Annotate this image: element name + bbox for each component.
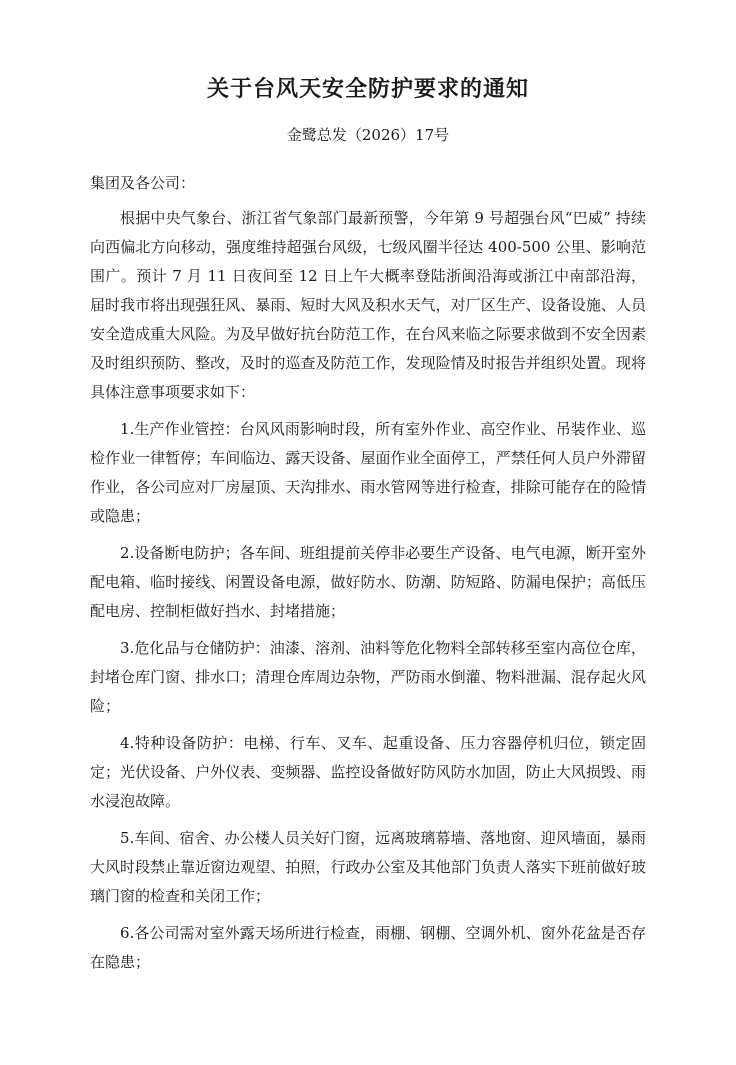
item-paragraph-1: 1.生产作业管控：台风风雨影响时段，所有室外作业、高空作业、吊装作业、巡检作业一律暂停；车间临边、露天设备、屋面作业全面停工，严禁任何人员户外滞留作业，各公司应对厂房屋顶、天沟排水、雨水管网等进行检查，排除可能存在的险情或隐患； xyxy=(90,420,646,525)
item-paragraph-2: 2.设备断电防护；各车间、班组提前关停非必要生产设备、电气电源，断开室外配电箱、临时接线、闲置设备电源，做好防水、防潮、防短路、防漏电保护；高低压配电房、控制柜做好挡水、封堵措施； xyxy=(90,544,646,620)
intro-paragraph: 根据中央气象台、浙江省气象部门最新预警，今年第 9 号超强台风“巴威” 持续向西偏北方向移动，强度维持超强台风级，七级风圈半径达 400-500 公里、影响范围广。预计 7 月 11 日夜间至 12 日上午大概率登陆浙闽沿海或浙江中南部沿海，届时我市将出现强狂风、暴雨、短时大风及积水天气，对厂区生产、设备设施、人员安全造成重大风险。为及早做好抗台防范工作，在台风来临之际要求做到不安全因素及时组织预防、整改，及时的巡查及防范工作，发现险情及时报告并组织处置。现将具体注意事项要求如下： xyxy=(90,209,646,401)
document-body xyxy=(90,170,646,985)
document-title: 关于台风天安全防护要求的通知 xyxy=(206,77,529,102)
document-number: 金鹭总发（2026）17号 xyxy=(286,126,450,144)
item-paragraph-6: 6.各公司需对室外露天场所进行检查，雨棚、钢棚、空调外机、窗外花盆是否存在隐患； xyxy=(90,924,646,971)
item-paragraph-4: 4.特种设备防护：电梯、行车、叉车、起重设备、压力容器停机归位，锁定固定；光伏设备、户外仪表、变频器、监控设备做好防风防水加固，防止大风损毁、雨水浸泡故障。 xyxy=(90,734,646,810)
item-paragraph-5: 5.车间、宿舍、办公楼人员关好门窗，远离玻璃幕墙、落地窗、迎风墙面，暴雨大风时段禁止靠近窗边观望、拍照，行政办公室及其他部门负责人落实下班前做好玻璃门窗的检查和关闭工作； xyxy=(90,829,646,905)
salutation: 集团及各公司： xyxy=(90,174,196,192)
item-paragraph-3: 3.危化品与仓储防护：油漆、溶剂、油料等危化物料全部转移至室内高位仓库，封堵仓库门窗、排水口；清理仓库周边杂物，严防雨水倒灌、物料泄漏、混存起火风险； xyxy=(90,639,646,715)
